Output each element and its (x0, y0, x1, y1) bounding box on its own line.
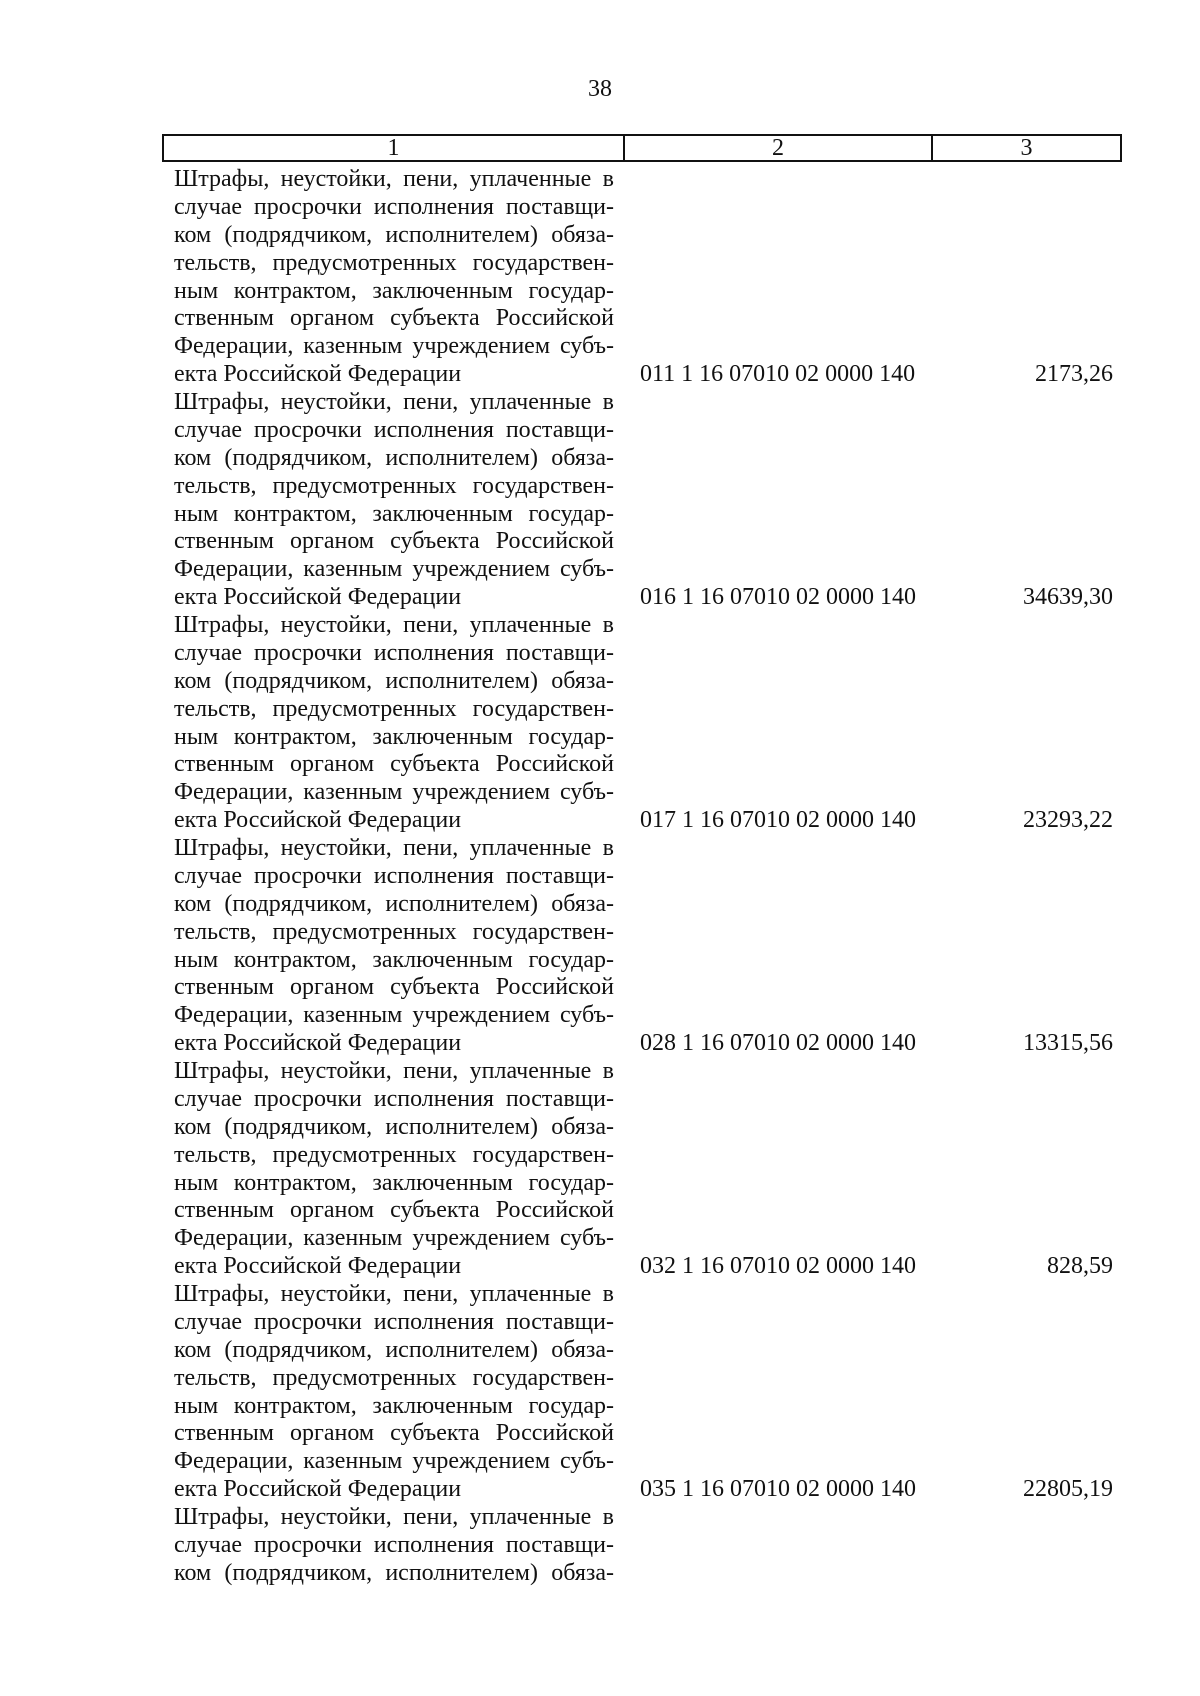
description-line: Штрафы, неустойки, пени, уплаченные в (174, 166, 614, 192)
description-line: ком (подрядчиком, исполнителем) обяза- (174, 221, 614, 248)
description-line: ственным органом субъекта Российской (174, 1420, 614, 1447)
row-description (174, 835, 614, 1058)
description-line: ным контрактом, заключенным государ- (174, 1169, 614, 1196)
description-line: ным контрактом, заключенным государ- (174, 946, 614, 973)
description-line: случае просрочки исполнения поставщи- (174, 416, 614, 443)
description-line: екта Российской Федерации (174, 584, 462, 611)
description-line: ственным органом субъекта Российской (174, 1197, 614, 1224)
amount: 828,59 (1047, 1253, 1113, 1280)
budget-code: 016 1 16 07010 02 0000 140 (640, 584, 916, 611)
description-line: екта Российской Федерации (174, 1030, 462, 1057)
description-line: тельств, предусмотренных государствен- (174, 249, 614, 276)
description-line: тельств, предусмотренных государствен- (174, 1141, 614, 1168)
table-row (0, 1281, 1200, 1504)
budget-code: 028 1 16 07010 02 0000 140 (640, 1030, 916, 1057)
description-line: Штрафы, неустойки, пени, уплаченные в (174, 612, 614, 638)
description-line: ком (подрядчиком, исполнителем) обяза- (174, 1559, 614, 1586)
description-line: ным контрактом, заключенным государ- (174, 277, 614, 304)
description-line: тельств, предусмотренных государствен- (174, 695, 614, 722)
amount: 22805,19 (1023, 1476, 1113, 1503)
budget-code: 032 1 16 07010 02 0000 140 (640, 1253, 916, 1280)
description-line: екта Российской Федерации (174, 361, 462, 388)
description-line: случае просрочки исполнения поставщи- (174, 1085, 614, 1112)
table-row (0, 389, 1200, 612)
description-line: Федерации, казенным учреждением субъ- (174, 1448, 614, 1475)
description-line: Штрафы, неустойки, пени, уплаченные в (174, 1281, 614, 1307)
description-line: екта Российской Федерации (174, 1476, 462, 1503)
header-col-2: 2 (625, 136, 933, 160)
table-row (0, 835, 1200, 1058)
description-line: случае просрочки исполнения поставщи- (174, 1531, 614, 1558)
description-line: Штрафы, неустойки, пени, уплаченные в (174, 835, 614, 861)
page-number: 38 (588, 76, 612, 102)
description-line: ком (подрядчиком, исполнителем) обяза- (174, 1113, 614, 1140)
table-body (0, 166, 1200, 1594)
header-col-3: 3 (1020, 135, 1033, 161)
budget-code: 011 1 16 07010 02 0000 140 (640, 361, 916, 388)
amount: 23293,22 (1023, 807, 1113, 834)
description-line: ным контрактом, заключенным государ- (174, 1392, 614, 1419)
row-description (174, 1058, 614, 1281)
description-line: ком (подрядчиком, исполнителем) обяза- (174, 667, 614, 694)
description-line: случае просрочки исполнения поставщи- (174, 193, 614, 220)
description-line: ком (подрядчиком, исполнителем) обяза- (174, 444, 614, 471)
description-line: Федерации, казенным учреждением субъ- (174, 1002, 614, 1029)
table-row (0, 612, 1200, 835)
description-line: ственным органом субъекта Российской (174, 528, 614, 555)
amount: 34639,30 (1023, 584, 1113, 611)
description-line: Штрафы, неустойки, пени, уплаченные в (174, 1504, 614, 1530)
table-row-partial (0, 1504, 1200, 1594)
amount: 13315,56 (1023, 1030, 1113, 1057)
description-line: ственным органом субъекта Российской (174, 751, 614, 778)
description-line: Штрафы, неустойки, пени, уплаченные в (174, 389, 614, 415)
description-line: ственным органом субъекта Российской (174, 305, 614, 332)
budget-code: 017 1 16 07010 02 0000 140 (640, 807, 916, 834)
table-row (0, 1058, 1200, 1281)
description-line: ком (подрядчиком, исполнителем) обяза- (174, 890, 614, 917)
description-line: екта Российской Федерации (174, 807, 462, 834)
row-description (174, 1504, 614, 1588)
row-description (174, 1281, 614, 1504)
row-description (174, 389, 614, 612)
description-line: Штрафы, неустойки, пени, уплаченные в (174, 1058, 614, 1084)
description-line: Федерации, казенным учреждением субъ- (174, 779, 614, 806)
row-description (174, 166, 614, 389)
description-line: случае просрочки исполнения поставщи- (174, 1308, 614, 1335)
budget-code: 035 1 16 07010 02 0000 140 (640, 1476, 916, 1503)
amount: 2173,26 (1035, 361, 1113, 388)
description-line: ным контрактом, заключенным государ- (174, 723, 614, 750)
description-line: ным контрактом, заключенным государ- (174, 500, 614, 527)
description-line: Федерации, казенным учреждением субъ- (174, 1225, 614, 1252)
table-header (162, 134, 1122, 162)
description-line: тельств, предусмотренных государствен- (174, 472, 614, 499)
description-line: Федерации, казенным учреждением субъ- (174, 556, 614, 583)
row-description (174, 612, 614, 835)
description-line: ственным органом субъекта Российской (174, 974, 614, 1001)
description-line: Федерации, казенным учреждением субъ- (174, 333, 614, 360)
description-line: тельств, предусмотренных государствен- (174, 918, 614, 945)
table-row (0, 166, 1200, 389)
description-line: случае просрочки исполнения поставщи- (174, 862, 614, 889)
description-line: тельств, предусмотренных государствен- (174, 1364, 614, 1391)
description-line: случае просрочки исполнения поставщи- (174, 639, 614, 666)
header-col-1: 1 (164, 136, 625, 160)
description-line: ком (подрядчиком, исполнителем) обяза- (174, 1336, 614, 1363)
description-line: екта Российской Федерации (174, 1253, 462, 1280)
